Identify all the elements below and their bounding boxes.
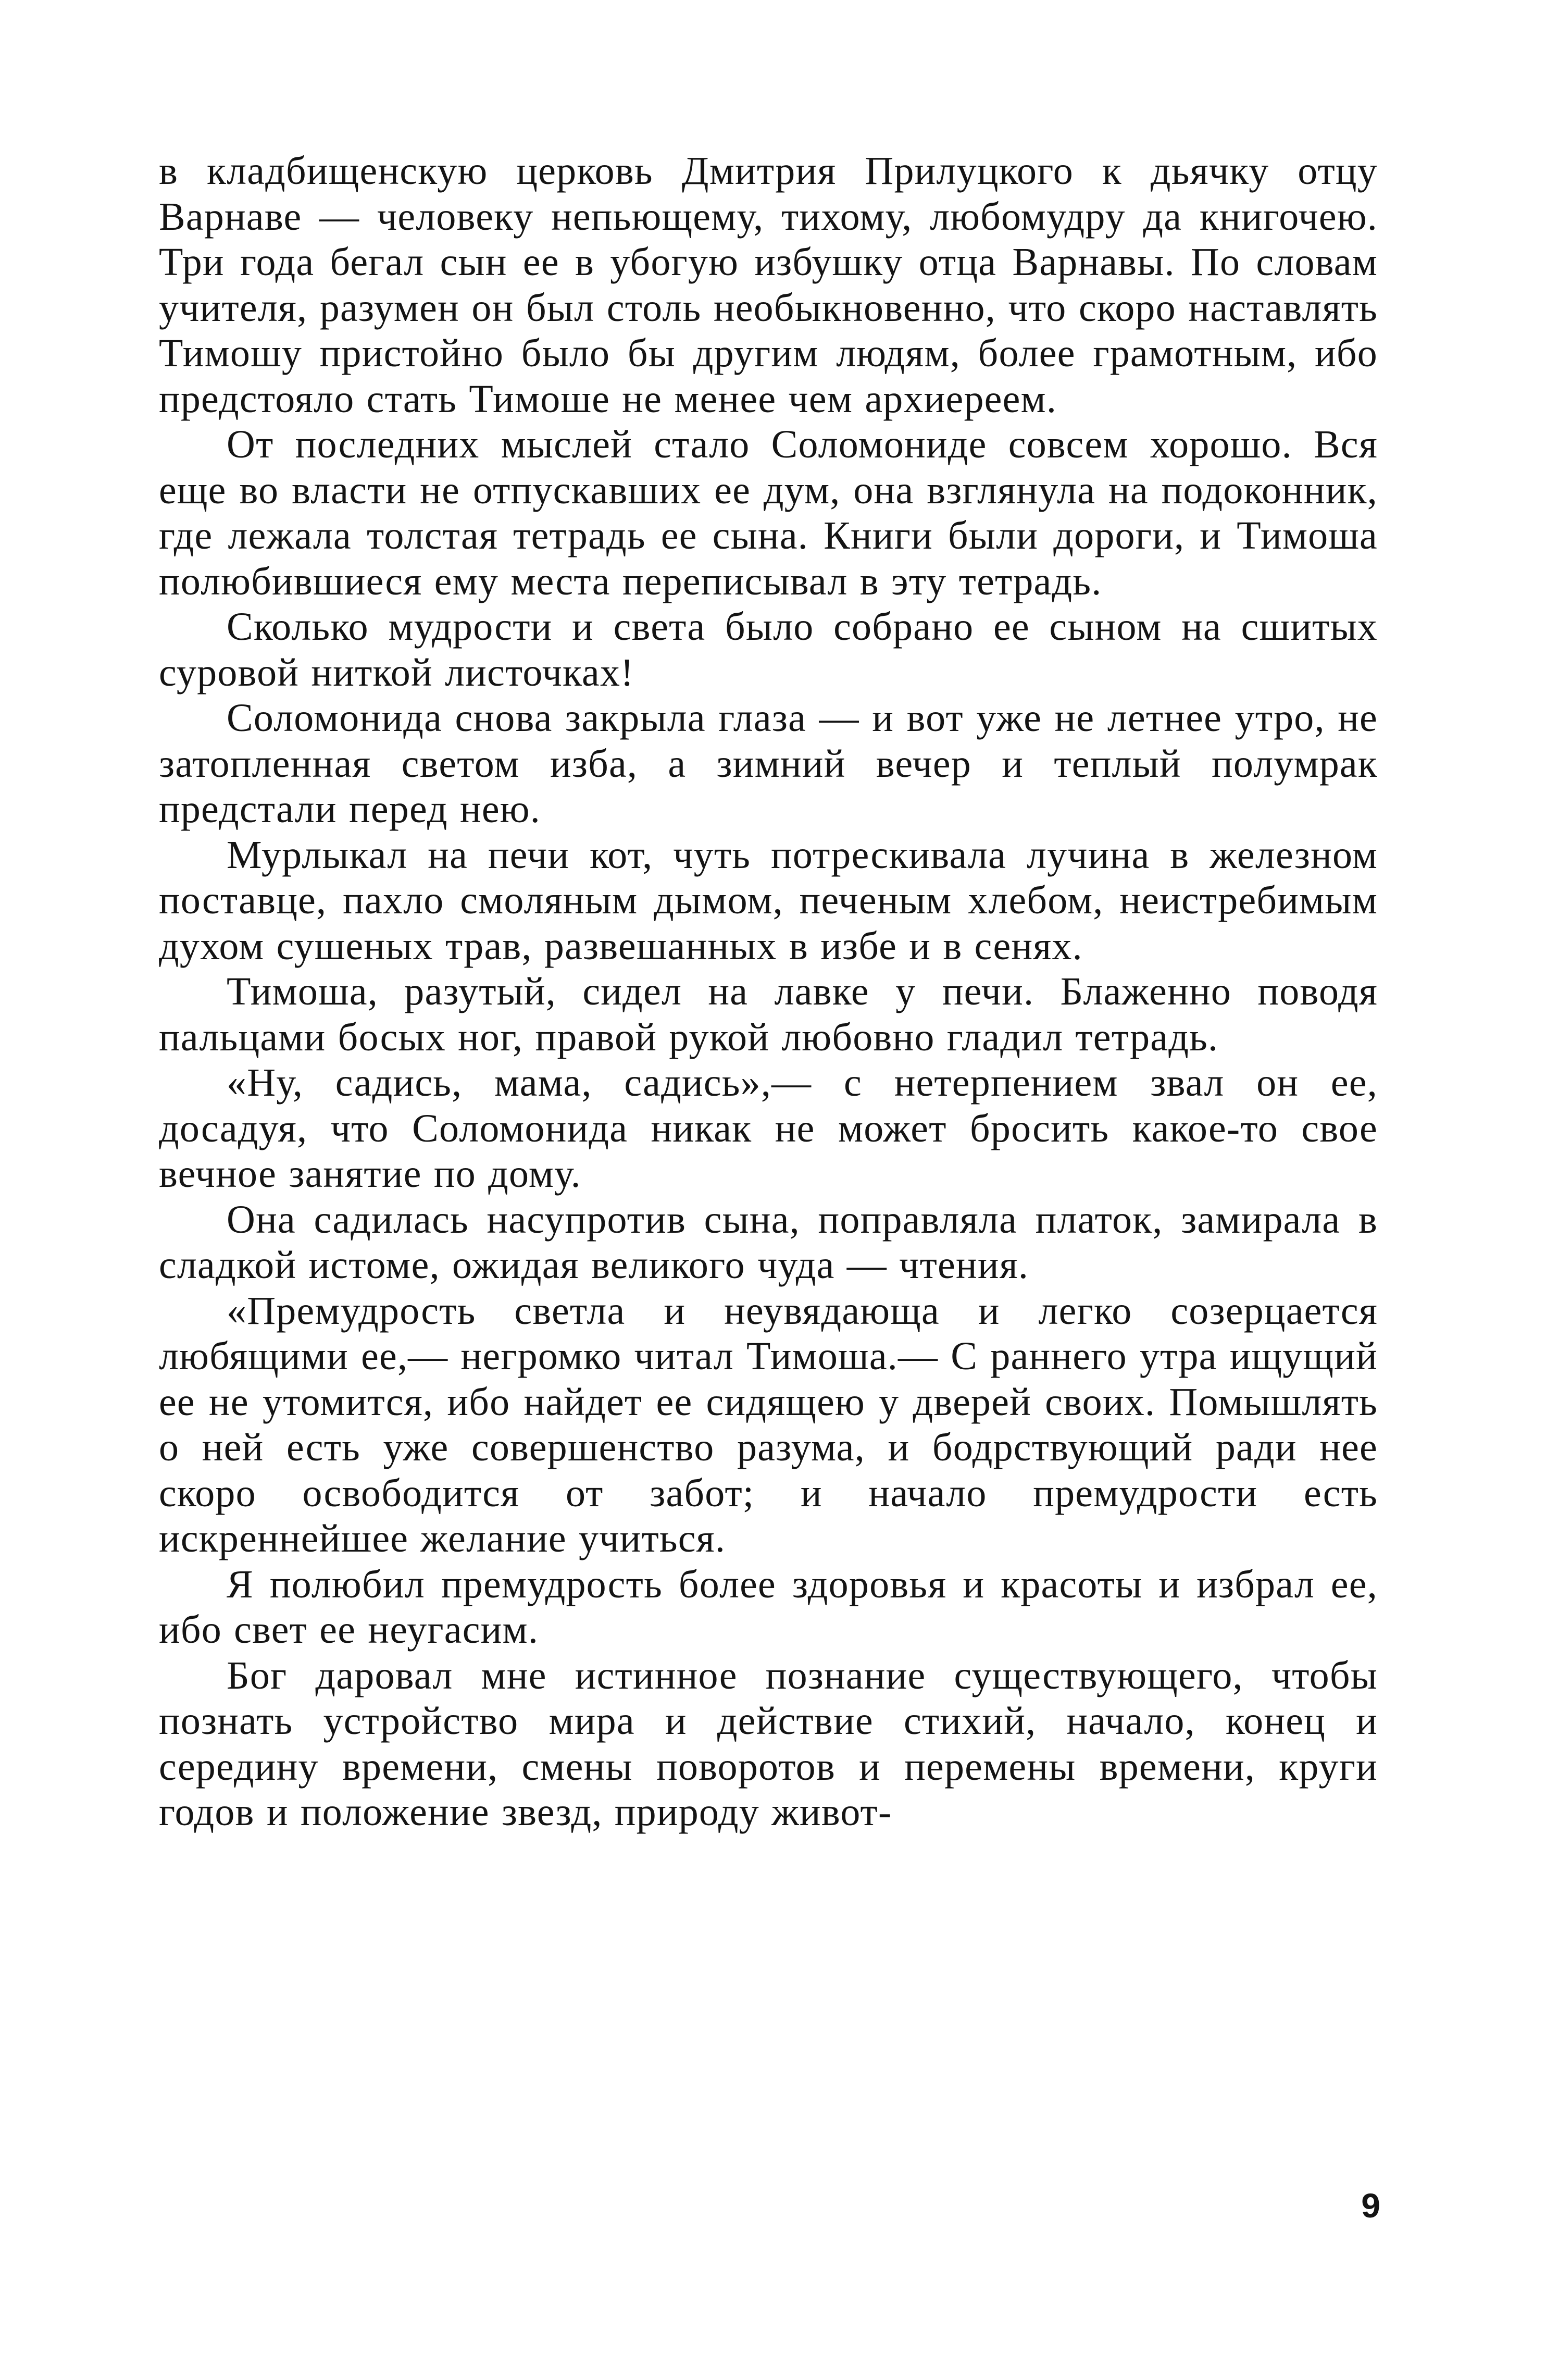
paragraph-11: Бог даровал мне истинное познание существующего, чтобы познать устройство мира и действие стихий, начало, конец и середину времени, смены поворотов и перемены времени, круги годов и положение звезд, природу живот- — [159, 1653, 1378, 1834]
paragraph-2: От последних мыслей стало Соломониде совсем хорошо. Вся еще во власти не отпускавших ее дум, она взглянула на подоконник, где лежала толстая тетрадь ее сына. Книги были дороги, и Тимоша полюбившиеся ему места переписывал в эту тетрадь. — [159, 423, 1378, 603]
paragraph-9: «Премудрость светла и неувядающа и легко созерцается любящими ее,— негромко читал Тимоша.— С раннего утра ищущий ее не утомится, ибо найдет ее сидящею у дверей своих. Помышлять о ней есть уже совершенство разума, и бодрствующий ради нее скоро освободится от забот; и начало премудрости есть искреннейшее желание учиться. — [159, 1288, 1378, 1560]
paragraph-10: Я полюбил премудрость более здоровья и красоты и избрал ее, ибо свет ее неугасим. — [159, 1562, 1378, 1652]
paragraph-4: Соломонида снова закрыла глаза — и вот уже не летнее утро, не затопленная светом изба, а зимний вечер и теплый полумрак предстали перед нею. — [159, 696, 1378, 831]
paragraph-7: «Ну, садись, мама, садись»,— с нетерпением звал он ее, досадуя, что Соломонида никак не может бросить какое-то свое вечное занятие по дому. — [159, 1061, 1378, 1196]
paragraph-5: Мурлыкал на печи кот, чуть потрескивала лучина в железном поставце, пахло смоляным дымом, печеным хлебом, неистребимым духом сушеных трав, развешанных в избе и в сенях. — [159, 833, 1378, 968]
paragraph-1: в кладбищенскую церковь Дмитрия Прилуцкого к дьячку отцу Варнаве — человеку непьющему, тихому, любомудру да книгочею. Три года бегал сын ее в убогую избушку отца Варнавы. По словам учителя, разумен он был столь необыкновенно, что скоро наставлять Тимошу пристойно было бы другим людям, более грамотным, ибо предстояло стать Тимоше не менее чем архиереем. — [159, 149, 1378, 421]
paragraph-8: Она садилась насупротив сына, поправляла платок, замирала в сладкой истоме, ожидая великого чуда — чтения. — [159, 1197, 1378, 1287]
paragraph-3: Сколько мудрости и света было собрано ее сыном на сшитых суровой ниткой листочках! — [159, 605, 1378, 695]
body-text — [159, 148, 1378, 1836]
page-number: 9 — [1361, 2186, 1380, 2225]
paragraph-6: Тимоша, разутый, сидел на лавке у печи. Блаженно поводя пальцами босых ног, правой рукой любовно гладил тетрадь. — [159, 970, 1378, 1059]
